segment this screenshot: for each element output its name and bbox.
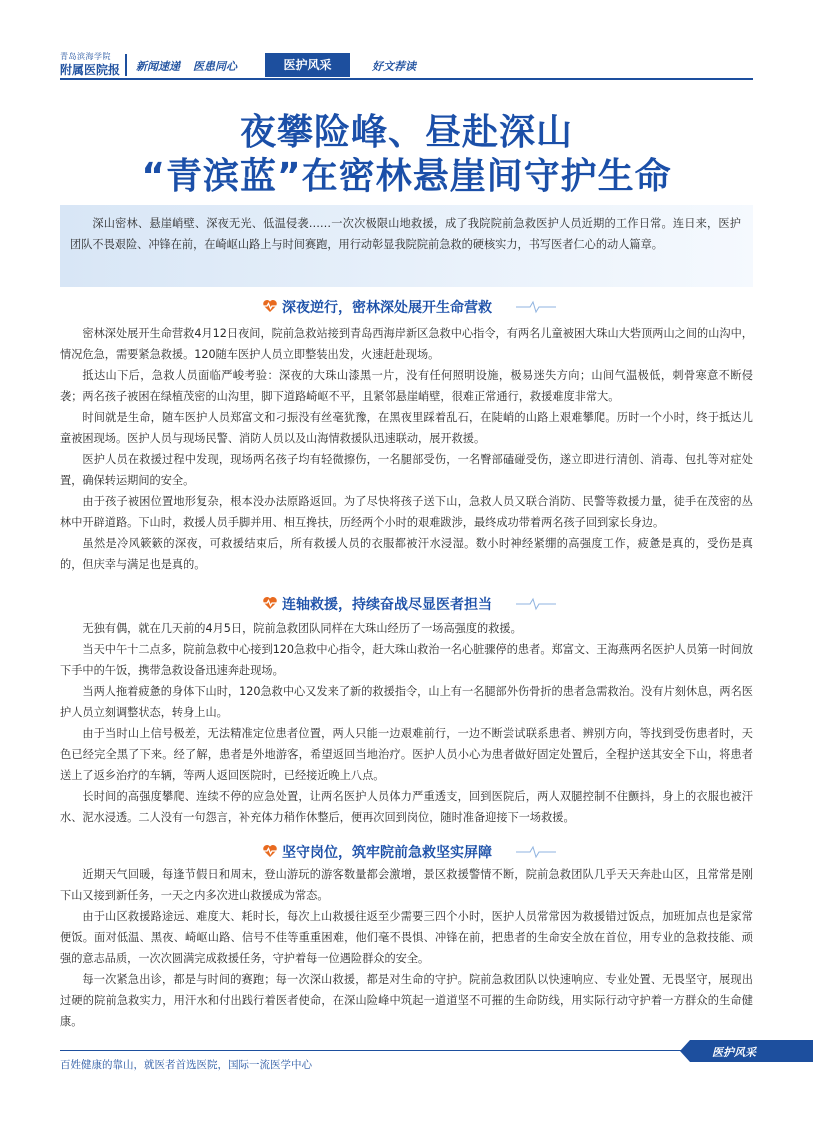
paragraph: 无独有偶，就在几天前的4月5日，院前急救团队同样在大珠山经历了一场高强度的救援。 — [82, 622, 522, 635]
brand-line-1: 青岛滨海学院 — [60, 52, 111, 61]
paragraph: 由于孩子被困位置地形复杂，根本没办法原路返回。为了尽快将孩子送下山，急救人员又联合消防、民警等救援力量，徒手在茂密的丛林中开辟道路。下山时，救援人员手脚并用、相互搀扶，历经两个小时的艰难跋涉，最终成功带着两名孩子回到家长身边。 — [60, 495, 753, 529]
paragraph: 密林深处展开生命营救4月12日夜间，院前急救站接到青岛西海岸新区急救中心指令，有两名儿童被困大珠山大砦顶两山之间的山沟中，情况危急，需要紧急救援。120随车医护人员立即整装出发，火速赶赴现场。 — [60, 327, 753, 361]
intro-text: 深山密林、悬崖峭壁、深夜无光、低温侵袭……一次次极限山地救援，成了我院院前急救医护人员近期的工作日常。连日来，医护团队不畏艰险、冲锋在前，在崎岖山路上与时间赛跑，用行动彰显我院院前急救的硬核实力，书写医者仁心的动人篇章。 — [70, 217, 741, 251]
nav-news[interactable]: 新闻速递 — [136, 60, 180, 73]
paragraph: 当天中午十二点多，院前急救中心接到120急救中心指令，赶大珠山救治一名心脏骤停的患者。郑富文、王海燕两名医护人员第一时间放下手中的午饭，携带急救设备迅速奔赴现场。 — [60, 643, 753, 677]
nav-recommended-reading[interactable]: 好文荐读 — [372, 60, 416, 73]
paragraph: 时间就是生命，随车医护人员郑富文和刁振没有丝毫犹豫，在黑夜里踩着乱石，在陡峭的山路上艰难攀爬。历时一个小时，终于抵达儿童被困现场。医护人员与现场民警、消防人员以及山海情救援队迅速联动，展开救援。 — [60, 411, 753, 445]
section-heading-2-text: 连轴救援，持续奋战尽显医者担当 — [282, 597, 492, 613]
paragraph: 由于山区救援路途远、难度大、耗时长，每次上山救援往返至少需要三四个小时，医护人员常常因为救援错过饭点，加班加点也是家常便饭。面对低温、黑夜、崎岖山路、信号不佳等重重困难，他们毫不畏惧、冲锋在前，把患者的生命安全放在首位，用专业的急救技能、顽强的意志品质，一次次圆满完成救援任务，守护着每一位遇险群众的安全。 — [60, 910, 753, 965]
heartbeat-icon — [262, 843, 278, 859]
brand-line-2: 附属医院报 — [60, 63, 121, 77]
section-heading-3-text: 坚守岗位，筑牢院前急救坚实屏障 — [282, 845, 492, 861]
newspaper-brand — [60, 52, 120, 78]
section-2-body — [60, 618, 753, 828]
footer-slogan: 百姓健康的靠山，就医者首选医院，国际一流医学中心 — [60, 1059, 312, 1071]
paragraph: 虽然是冷风簌簌的深夜，可救援结束后，所有救援人员的衣服都被汗水浸湿。数小时神经紧绷的高强度工作，疲惫是真的，受伤是真的，但庆幸与满足也是真的。 — [60, 537, 753, 571]
intro-box — [60, 205, 753, 287]
section-heading-2 — [0, 594, 813, 614]
paragraph: 每一次紧急出诊，都是与时间的赛跑；每一次深山救援，都是对生命的守护。院前急救团队以快速响应、专业处置、无畏坚守，展现出过硬的院前急救实力，用汗水和付出践行着医者使命，在深山险峰中筑起一道道坚不可摧的生命防线，用实际行动守护着一方群众的生命健康。 — [60, 973, 753, 1028]
footer-section-label: 医护风采 — [712, 1046, 756, 1059]
paragraph: 医护人员在救援过程中发现，现场两名孩子均有轻微擦伤，一名腿部受伤，一名臀部磕碰受伤，遂立即进行清创、消毒、包扎等对症处置，确保转运期间的安全。 — [60, 453, 753, 487]
page-header — [0, 50, 813, 80]
pulse-line-icon — [516, 300, 556, 314]
header-rule — [60, 78, 753, 80]
headline-line-1: 夜攀险峰、昼赴深山 — [239, 112, 573, 153]
section-heading-1 — [0, 297, 813, 317]
paragraph: 长时间的高强度攀爬、连续不停的应急处置，让两名医护人员体力严重透支，回到医院后，两人双腿控制不住颤抖，身上的衣服也被汗水、泥水浸透。二人没有一句怨言，补充体力稍作休整后，便再次回到岗位，随时准备迎接下一场救援。 — [60, 790, 753, 824]
heartbeat-icon — [262, 298, 278, 314]
section-3-body — [60, 864, 753, 1032]
paragraph: 近期天气回暖，每逢节假日和周末，登山游玩的游客数量都会激增，景区救援警情不断，院前急救团队几乎天天奔赴山区，且常常是刚下山又接到新任务，一天之内多次进山救援成为常态。 — [60, 868, 753, 902]
section-1-body — [60, 323, 753, 575]
heartbeat-icon — [262, 595, 278, 611]
paragraph: 抵达山下后，急救人员面临严峻考验：深夜的大珠山漆黑一片，没有任何照明设施，极易迷失方向；山间气温极低，刺骨寒意不断侵袭；两名孩子被困在绿植茂密的山沟里，脚下道路崎岖不平，且紧邻悬崖峭壁，很难正常通行，救援难度非常大。 — [60, 369, 753, 403]
pulse-line-icon — [516, 845, 556, 859]
nav-doctor-patient[interactable]: 医患同心 — [193, 60, 237, 73]
pulse-line-icon — [516, 597, 556, 611]
header-separator — [125, 54, 127, 76]
paragraph: 由于当时山上信号极差，无法精准定位患者位置，两人只能一边艰难前行，一边不断尝试联系患者、辨别方向，等找到受伤患者时，天色已经完全黑了下来。经了解，患者是外地游客，希望返回当地治疗。医护人员小心为患者做好固定处置后，全程护送其安全下山，将患者送上了返乡治疗的车辆，等两人返回医院时，已经接近晚上八点。 — [60, 727, 753, 782]
paragraph: 当两人拖着疲惫的身体下山时，120急救中心又发来了新的救援指令，山上有一名腿部外伤骨折的患者急需救治。没有片刻休息，两名医护人员立刻调整状态，转身上山。 — [60, 685, 753, 719]
footer-rule — [60, 1050, 685, 1051]
section-heading-3 — [0, 842, 813, 862]
nav-medical-staff-active[interactable]: 医护风采 — [265, 53, 350, 77]
headline-line-2: “青滨蓝”在密林悬崖间守护生命 — [141, 156, 672, 197]
section-heading-1-text: 深夜逆行，密林深处展开生命营救 — [282, 300, 492, 316]
